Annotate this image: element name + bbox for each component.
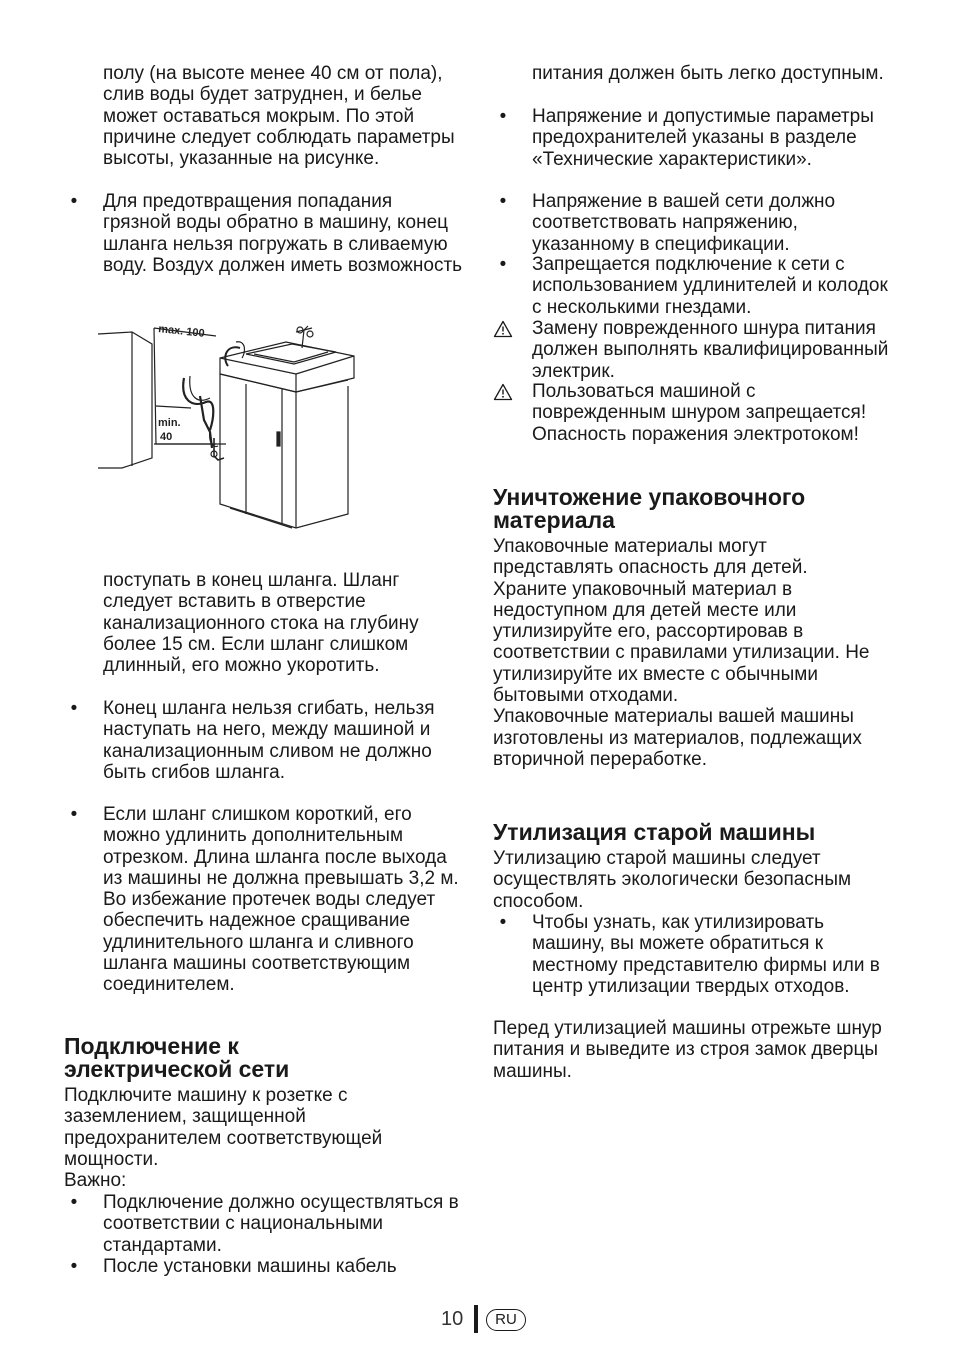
bullet-item-voltage: • Напряжение в вашей сети должно соответствовать напряжению, указанному в спецификации.	[493, 191, 893, 255]
bullet-icon: •	[499, 106, 507, 127]
bullet-icon: •	[499, 912, 507, 933]
bullet-icon: •	[499, 254, 507, 275]
bullet-item-prevent-dirty-water: • Для предотвращения попадания грязной воды обратно в машину, конец шланга нельзя погружать в сливаемую воду. Воздух должен иметь возможность	[64, 191, 464, 276]
bullet-icon: •	[70, 191, 78, 212]
packaging-paragraphs: Упаковочные материалы могут представлять опасность для детей. Храните упаковочный материал в недоступном для детей месте или утилизируйте его, рассортировав в соответствии с правилами утилизации. Не утилизируйте их вместе с обычными бытовыми отходами. Упаковочные материалы вашей машины изготовлены из материалов, подлежащих вторичной переработке.	[493, 536, 870, 770]
bullet-item-national-standards: • Подключение должно осуществляться в соответствии с национальными стандартами.	[64, 1192, 464, 1256]
important-label: Важно:	[64, 1170, 127, 1192]
warning-triangle-icon	[493, 383, 513, 401]
warning-triangle-icon	[493, 320, 513, 338]
bullet-item-cable-access: • После установки машины кабель	[64, 1256, 464, 1277]
warning-item-replace-cord: Замену поврежденного шнура питания должен выполнять квалифицированный электрик.	[493, 318, 893, 382]
disposal-intro: Утилизацию старой машины следует осуществлять экологически безопасным способом.	[493, 848, 852, 912]
bullet-icon: •	[499, 191, 507, 212]
label-max-height: max. 100	[157, 323, 206, 340]
disposal-final: Перед утилизацией машины отрежьте шнур питания и выведите из строя замок дверцы машины.	[493, 1018, 882, 1082]
bullet-icon: •	[70, 1192, 78, 1213]
bullet-item-no-bend: • Конец шланга нельзя сгибать, нельзя наступать на него, между машиной и канализационным сливом не должно быть сгибов шланга.	[64, 698, 464, 783]
language-badge: RU	[486, 1309, 526, 1331]
label-min-height: min.	[158, 417, 181, 429]
bullet-icon: •	[70, 1256, 78, 1277]
heading-electric-connection: Подключение к электрической сети	[64, 1033, 290, 1082]
top-paragraph: полу (на высоте менее 40 см от пола), слив воды будет затруднен, и белье может оставаться мокрым. По этой причине следует соблюдать параметры высоты, указанные на рисунке.	[103, 63, 455, 170]
warning-item-damaged-cord: Пользоваться машиной с поврежденным шнуром запрещается! Опасность поражения электротоком!	[493, 381, 893, 445]
continued-paragraph: поступать в конец шланга. Шланг следует вставить в отверстие канализационного стока на глубину более 15 см. Если шланг слишком длинный, его можно укоротить.	[103, 570, 419, 677]
side-cabinet	[98, 332, 152, 468]
heading-old-machine-disposal: Утилизация старой машины	[493, 819, 816, 845]
drain-hose-height-illustration	[96, 318, 358, 532]
bullet-item-extension: • Если шланг слишком короткий, его можно удлинить дополнительным отрезком. Длина шланга после выхода из машины не должна превышать 3,2 м. Во избежание протечек воды следует обеспечить надежное сращивание удлинительного шланга и сливного шланга машины соответствующим соединителем.	[64, 804, 464, 996]
cable-access-continuation: питания должен быть легко доступным.	[532, 63, 884, 84]
electric-intro: Подключите машину к розетке с заземлением, защищенной предохранителем соответствующей мощности. Важно:	[64, 1085, 464, 1191]
bullet-item-fuse: • Напряжение и допустимые параметры предохранителей указаны в разделе «Технические характеристики».	[493, 106, 893, 170]
bullet-item-no-extension: • Запрещается подключение к сети с использованием удлинителей и колодок с несколькими гнездами.	[493, 254, 893, 318]
label-min-value: 40	[160, 431, 173, 443]
bullet-item-disposal-contact: • Чтобы узнать, как утилизировать машину, вы можете обратиться к местному представителю фирмы или в центр утилизации твердых отходов.	[493, 912, 893, 997]
page-number: 10	[441, 1308, 464, 1330]
footer-divider	[474, 1305, 478, 1333]
bullet-icon: •	[70, 804, 78, 825]
sink-cabinet	[220, 374, 348, 528]
page-footer	[0, 1305, 954, 1333]
bullet-icon: •	[70, 698, 78, 719]
heading-packaging-disposal: Уничтожение упаковочного материала	[493, 484, 806, 533]
